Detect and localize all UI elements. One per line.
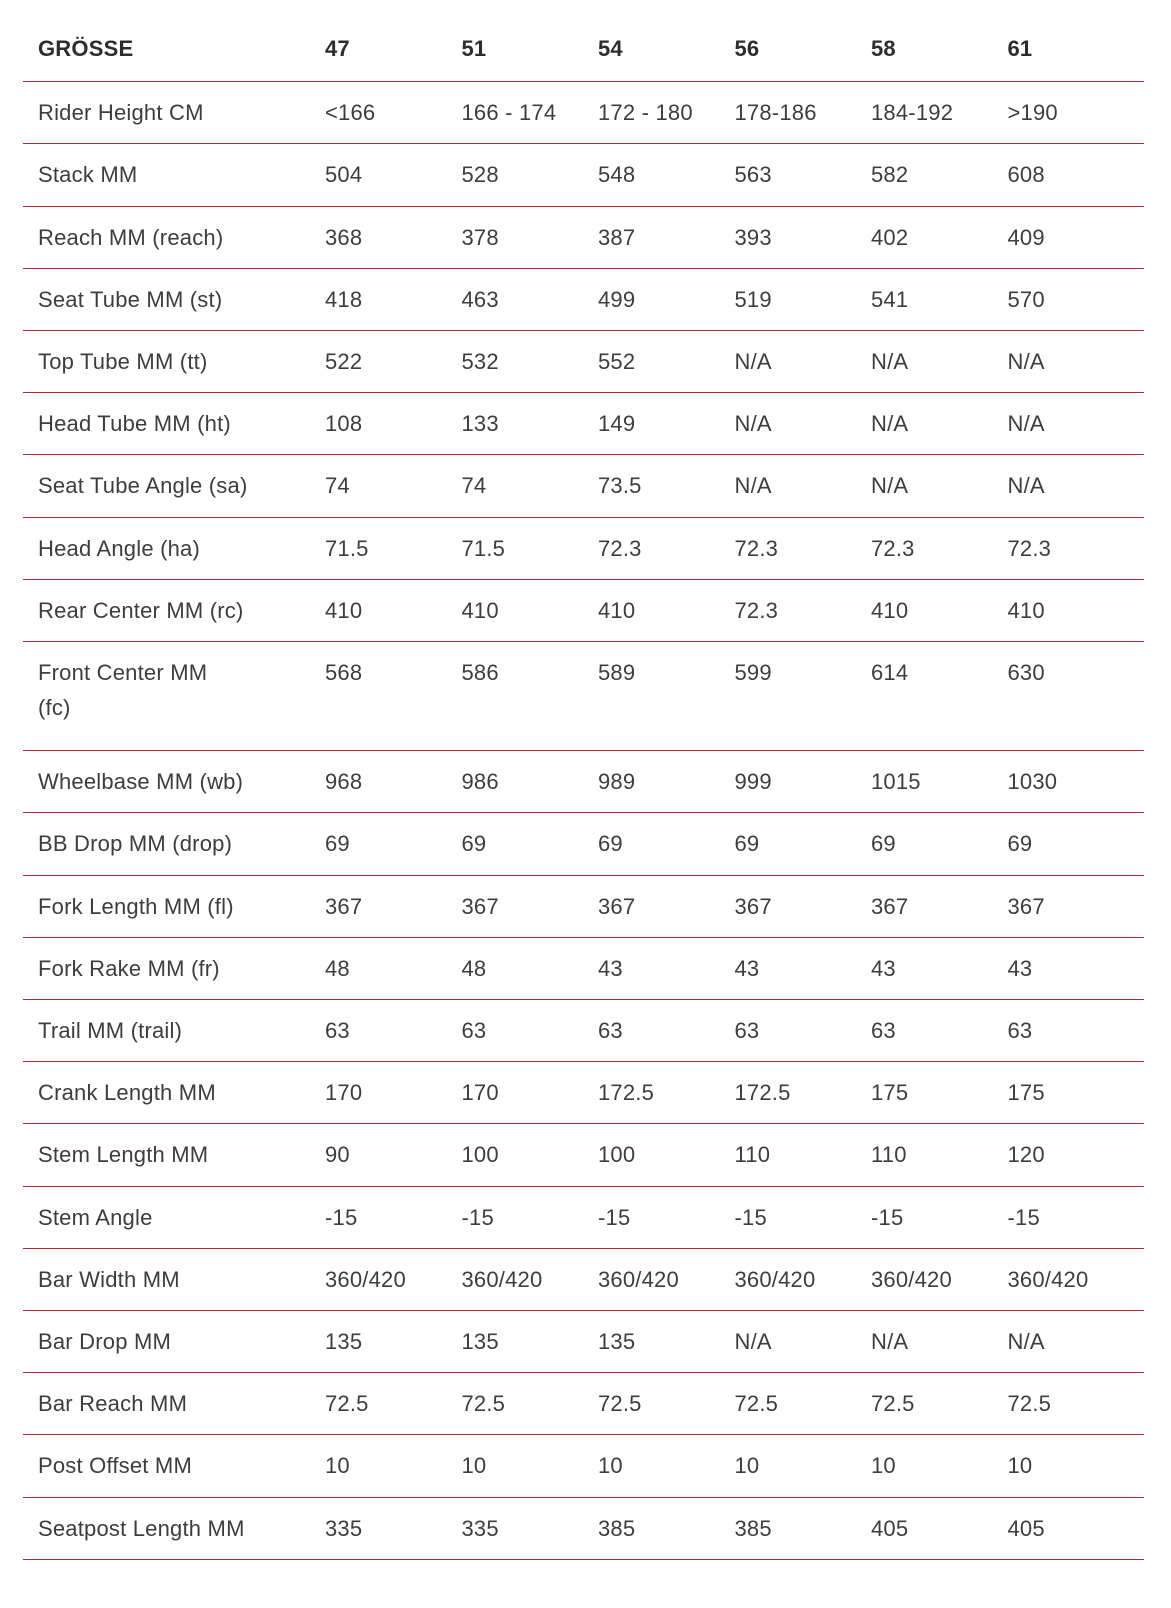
value-cell: 335 bbox=[462, 1497, 599, 1559]
header-size-61: 61 bbox=[1008, 6, 1145, 82]
row-label: Seat Tube Angle (sa) bbox=[23, 455, 325, 517]
value-cell: 519 bbox=[735, 268, 872, 330]
table-row bbox=[23, 875, 1144, 937]
table-row bbox=[23, 1435, 1144, 1497]
value-cell: 989 bbox=[598, 751, 735, 813]
value-cell: 552 bbox=[598, 330, 735, 392]
value-cell: 72.5 bbox=[598, 1373, 735, 1435]
value-cell: 10 bbox=[871, 1435, 1008, 1497]
value-cell: 986 bbox=[462, 751, 599, 813]
value-cell: 570 bbox=[1008, 268, 1145, 330]
value-cell: 63 bbox=[871, 1000, 1008, 1062]
value-cell: 10 bbox=[462, 1435, 599, 1497]
table-row bbox=[23, 641, 1144, 750]
row-label: Stem Angle bbox=[23, 1186, 325, 1248]
value-cell: 360/420 bbox=[735, 1248, 872, 1310]
value-cell: 108 bbox=[325, 393, 462, 455]
row-label: Bar Width MM bbox=[23, 1248, 325, 1310]
value-cell: 69 bbox=[735, 813, 872, 875]
value-cell: 10 bbox=[598, 1435, 735, 1497]
value-cell: -15 bbox=[871, 1186, 1008, 1248]
value-cell: 72.5 bbox=[462, 1373, 599, 1435]
value-cell: N/A bbox=[735, 330, 872, 392]
value-cell: 72.3 bbox=[735, 517, 872, 579]
row-label: Top Tube MM (tt) bbox=[23, 330, 325, 392]
value-cell: 166 - 174 bbox=[462, 82, 599, 144]
value-cell: >190 bbox=[1008, 82, 1145, 144]
value-cell: 71.5 bbox=[462, 517, 599, 579]
table-header-row bbox=[23, 6, 1144, 82]
row-label: Bar Drop MM bbox=[23, 1310, 325, 1372]
value-cell: N/A bbox=[1008, 1310, 1145, 1372]
table-row bbox=[23, 82, 1144, 144]
value-cell: 410 bbox=[1008, 579, 1145, 641]
value-cell: 522 bbox=[325, 330, 462, 392]
value-cell: 73.5 bbox=[598, 455, 735, 517]
value-cell: -15 bbox=[1008, 1186, 1145, 1248]
table-row bbox=[23, 751, 1144, 813]
row-label: Post Offset MM bbox=[23, 1435, 325, 1497]
value-cell: 1015 bbox=[871, 751, 1008, 813]
value-cell: 69 bbox=[871, 813, 1008, 875]
table-row bbox=[23, 1062, 1144, 1124]
header-size-54: 54 bbox=[598, 6, 735, 82]
value-cell: 10 bbox=[735, 1435, 872, 1497]
value-cell: N/A bbox=[871, 1310, 1008, 1372]
value-cell: 385 bbox=[598, 1497, 735, 1559]
value-cell: 599 bbox=[735, 641, 872, 750]
value-cell: 172.5 bbox=[598, 1062, 735, 1124]
value-cell: 74 bbox=[462, 455, 599, 517]
table-body bbox=[23, 82, 1144, 1560]
value-cell: 563 bbox=[735, 144, 872, 206]
row-label: Fork Length MM (fl) bbox=[23, 875, 325, 937]
value-cell: 999 bbox=[735, 751, 872, 813]
value-cell: 367 bbox=[871, 875, 1008, 937]
value-cell: 43 bbox=[871, 937, 1008, 999]
value-cell: 385 bbox=[735, 1497, 872, 1559]
row-label: Trail MM (trail) bbox=[23, 1000, 325, 1062]
value-cell: 63 bbox=[325, 1000, 462, 1062]
value-cell: 1030 bbox=[1008, 751, 1145, 813]
value-cell: 367 bbox=[462, 875, 599, 937]
value-cell: 72.3 bbox=[735, 579, 872, 641]
value-cell: 528 bbox=[462, 144, 599, 206]
row-label: Head Tube MM (ht) bbox=[23, 393, 325, 455]
value-cell: 149 bbox=[598, 393, 735, 455]
value-cell: N/A bbox=[735, 393, 872, 455]
value-cell: 10 bbox=[325, 1435, 462, 1497]
value-cell: 72.5 bbox=[871, 1373, 1008, 1435]
value-cell: -15 bbox=[462, 1186, 599, 1248]
value-cell: 69 bbox=[1008, 813, 1145, 875]
table-row bbox=[23, 268, 1144, 330]
row-label: Crank Length MM bbox=[23, 1062, 325, 1124]
row-label: Front Center MM (fc) bbox=[23, 641, 325, 750]
value-cell: 360/420 bbox=[1008, 1248, 1145, 1310]
value-cell: -15 bbox=[735, 1186, 872, 1248]
value-cell: 402 bbox=[871, 206, 1008, 268]
table-row bbox=[23, 1497, 1144, 1559]
value-cell: 405 bbox=[1008, 1497, 1145, 1559]
table-row bbox=[23, 455, 1144, 517]
value-cell: 170 bbox=[325, 1062, 462, 1124]
value-cell: 405 bbox=[871, 1497, 1008, 1559]
value-cell: 48 bbox=[325, 937, 462, 999]
value-cell: N/A bbox=[1008, 330, 1145, 392]
row-label: Stack MM bbox=[23, 144, 325, 206]
row-label: Stem Length MM bbox=[23, 1124, 325, 1186]
value-cell: 532 bbox=[462, 330, 599, 392]
table-row bbox=[23, 579, 1144, 641]
value-cell: 367 bbox=[598, 875, 735, 937]
value-cell: 110 bbox=[871, 1124, 1008, 1186]
row-label: Reach MM (reach) bbox=[23, 206, 325, 268]
value-cell: 63 bbox=[462, 1000, 599, 1062]
value-cell: N/A bbox=[871, 455, 1008, 517]
value-cell: 463 bbox=[462, 268, 599, 330]
table-header bbox=[23, 6, 1144, 82]
value-cell: -15 bbox=[325, 1186, 462, 1248]
value-cell: 368 bbox=[325, 206, 462, 268]
value-cell: 135 bbox=[462, 1310, 599, 1372]
value-cell: 410 bbox=[871, 579, 1008, 641]
table-row bbox=[23, 1000, 1144, 1062]
value-cell: 72.3 bbox=[871, 517, 1008, 579]
value-cell: 135 bbox=[598, 1310, 735, 1372]
value-cell: 367 bbox=[325, 875, 462, 937]
value-cell: 110 bbox=[735, 1124, 872, 1186]
value-cell: 43 bbox=[735, 937, 872, 999]
value-cell: 72.5 bbox=[1008, 1373, 1145, 1435]
header-size-47: 47 bbox=[325, 6, 462, 82]
table-row bbox=[23, 1310, 1144, 1372]
value-cell: 608 bbox=[1008, 144, 1145, 206]
row-label: Rear Center MM (rc) bbox=[23, 579, 325, 641]
row-label-line2: (fc) bbox=[38, 695, 71, 721]
value-cell: 172 - 180 bbox=[598, 82, 735, 144]
header-size-51: 51 bbox=[462, 6, 599, 82]
value-cell: 90 bbox=[325, 1124, 462, 1186]
value-cell: 360/420 bbox=[462, 1248, 599, 1310]
row-label: Seatpost Length MM bbox=[23, 1497, 325, 1559]
header-title-groesse: GRÖSSE bbox=[23, 6, 325, 82]
value-cell: 69 bbox=[462, 813, 599, 875]
header-size-56: 56 bbox=[735, 6, 872, 82]
value-cell: N/A bbox=[871, 393, 1008, 455]
value-cell: 360/420 bbox=[598, 1248, 735, 1310]
value-cell: 10 bbox=[1008, 1435, 1145, 1497]
row-label: Rider Height CM bbox=[23, 82, 325, 144]
value-cell: 410 bbox=[598, 579, 735, 641]
value-cell: N/A bbox=[1008, 455, 1145, 517]
header-size-58: 58 bbox=[871, 6, 1008, 82]
table-row bbox=[23, 1248, 1144, 1310]
value-cell: 178-186 bbox=[735, 82, 872, 144]
value-cell: 72.3 bbox=[598, 517, 735, 579]
value-cell: 586 bbox=[462, 641, 599, 750]
value-cell: 614 bbox=[871, 641, 1008, 750]
value-cell: 409 bbox=[1008, 206, 1145, 268]
value-cell: 568 bbox=[325, 641, 462, 750]
table-row bbox=[23, 393, 1144, 455]
value-cell: 170 bbox=[462, 1062, 599, 1124]
value-cell: 43 bbox=[598, 937, 735, 999]
value-cell: 367 bbox=[1008, 875, 1145, 937]
value-cell: 63 bbox=[735, 1000, 872, 1062]
value-cell: 63 bbox=[1008, 1000, 1145, 1062]
value-cell: 69 bbox=[325, 813, 462, 875]
value-cell: 582 bbox=[871, 144, 1008, 206]
table-row bbox=[23, 1186, 1144, 1248]
value-cell: 360/420 bbox=[325, 1248, 462, 1310]
value-cell: 175 bbox=[871, 1062, 1008, 1124]
value-cell: 43 bbox=[1008, 937, 1145, 999]
value-cell: -15 bbox=[598, 1186, 735, 1248]
table-row bbox=[23, 206, 1144, 268]
value-cell: 72.3 bbox=[1008, 517, 1145, 579]
value-cell: N/A bbox=[735, 1310, 872, 1372]
value-cell: 74 bbox=[325, 455, 462, 517]
value-cell: 184-192 bbox=[871, 82, 1008, 144]
value-cell: 175 bbox=[1008, 1062, 1145, 1124]
value-cell: 499 bbox=[598, 268, 735, 330]
value-cell: 410 bbox=[462, 579, 599, 641]
value-cell: 418 bbox=[325, 268, 462, 330]
value-cell: 100 bbox=[462, 1124, 599, 1186]
row-label: Seat Tube MM (st) bbox=[23, 268, 325, 330]
value-cell: 48 bbox=[462, 937, 599, 999]
value-cell: 133 bbox=[462, 393, 599, 455]
value-cell: 387 bbox=[598, 206, 735, 268]
table-row bbox=[23, 144, 1144, 206]
value-cell: 100 bbox=[598, 1124, 735, 1186]
value-cell: 504 bbox=[325, 144, 462, 206]
table-row bbox=[23, 937, 1144, 999]
value-cell: 393 bbox=[735, 206, 872, 268]
value-cell: 72.5 bbox=[325, 1373, 462, 1435]
value-cell: 541 bbox=[871, 268, 1008, 330]
geometry-table bbox=[23, 6, 1144, 1560]
value-cell: 548 bbox=[598, 144, 735, 206]
row-label: Bar Reach MM bbox=[23, 1373, 325, 1435]
table-row bbox=[23, 813, 1144, 875]
value-cell: 367 bbox=[735, 875, 872, 937]
value-cell: N/A bbox=[735, 455, 872, 517]
value-cell: 335 bbox=[325, 1497, 462, 1559]
value-cell: 72.5 bbox=[735, 1373, 872, 1435]
value-cell: 69 bbox=[598, 813, 735, 875]
row-label: BB Drop MM (drop) bbox=[23, 813, 325, 875]
table-row bbox=[23, 330, 1144, 392]
table-row bbox=[23, 517, 1144, 579]
value-cell: 71.5 bbox=[325, 517, 462, 579]
table-row bbox=[23, 1124, 1144, 1186]
value-cell: 120 bbox=[1008, 1124, 1145, 1186]
value-cell: 172.5 bbox=[735, 1062, 872, 1124]
value-cell: 63 bbox=[598, 1000, 735, 1062]
value-cell: 378 bbox=[462, 206, 599, 268]
value-cell: N/A bbox=[871, 330, 1008, 392]
value-cell: 630 bbox=[1008, 641, 1145, 750]
value-cell: 135 bbox=[325, 1310, 462, 1372]
row-label: Fork Rake MM (fr) bbox=[23, 937, 325, 999]
value-cell: 589 bbox=[598, 641, 735, 750]
value-cell: <166 bbox=[325, 82, 462, 144]
value-cell: 410 bbox=[325, 579, 462, 641]
value-cell: 360/420 bbox=[871, 1248, 1008, 1310]
value-cell: 968 bbox=[325, 751, 462, 813]
row-label: Head Angle (ha) bbox=[23, 517, 325, 579]
table-row bbox=[23, 1373, 1144, 1435]
row-label: Wheelbase MM (wb) bbox=[23, 751, 325, 813]
value-cell: N/A bbox=[1008, 393, 1145, 455]
